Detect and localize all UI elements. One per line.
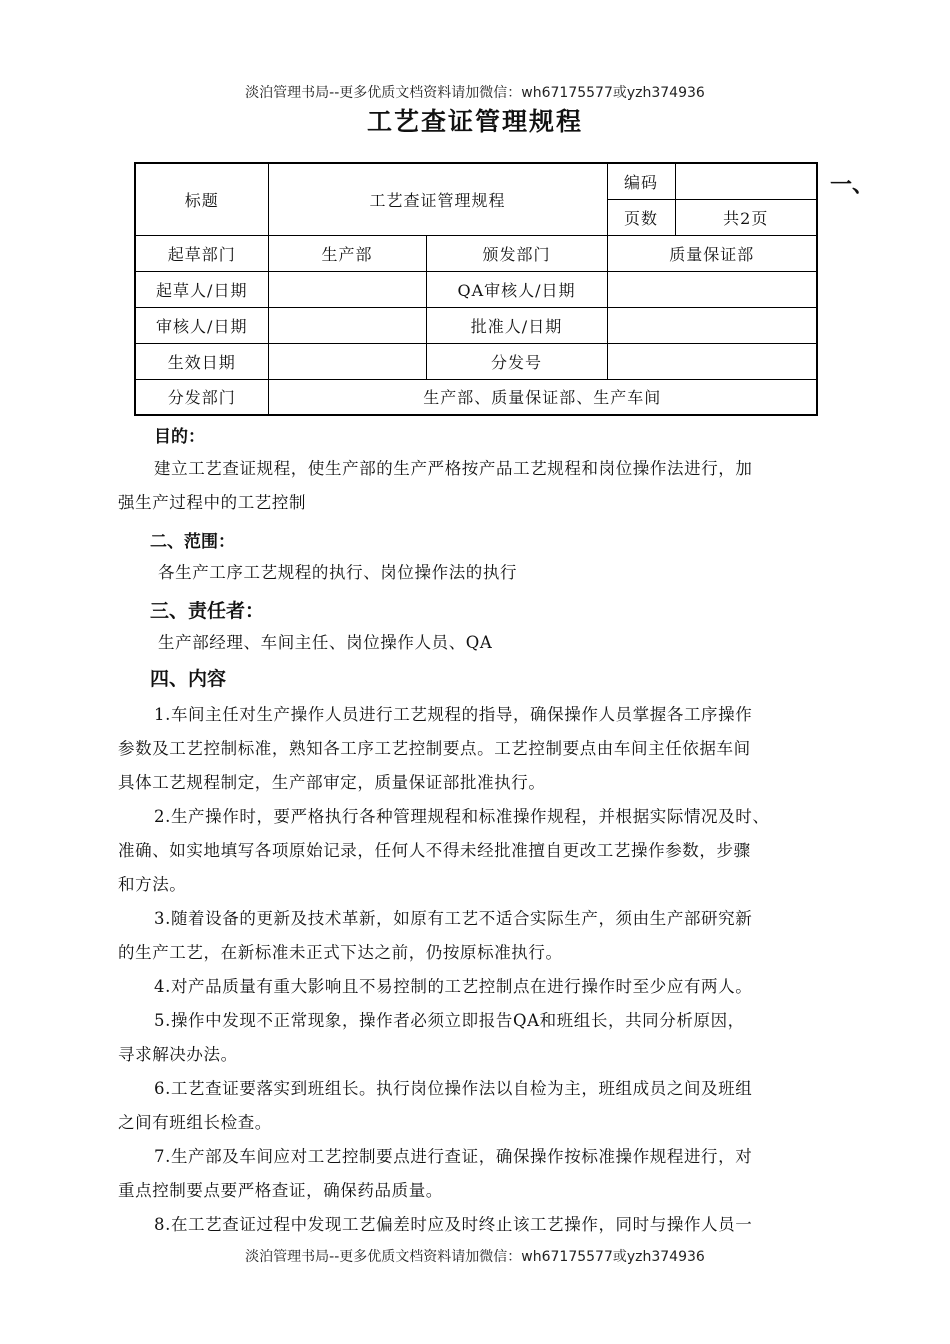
distribution-no-label-cell: 分发号 <box>426 343 607 379</box>
item-line: 1.车间主任对生产操作人员进行工艺规程的指导，确保操作人员掌握各工序操作 <box>154 705 753 724</box>
reviewer-label-cell: 审核人/日期 <box>135 307 268 343</box>
document-info-table <box>134 162 818 416</box>
title-value-cell: 工艺查证管理规程 <box>268 163 607 235</box>
issue-dept-label-cell: 颁发部门 <box>426 235 607 271</box>
draft-dept-label-cell: 起草部门 <box>135 235 268 271</box>
distribution-dept-value-cell: 生产部、质量保证部、生产车间 <box>268 379 817 415</box>
item-line: 具体工艺规程制定，生产部审定，质量保证部批准执行。 <box>118 773 546 792</box>
scope-heading: 二、范围： <box>150 532 235 552</box>
footer-watermark-note: 淡泊管理书局--更多优质文档资料请加微信：wh67175577或yzh374936 <box>245 1249 705 1265</box>
distribution-dept-label-cell: 分发部门 <box>135 379 268 415</box>
pages-label-cell: 页数 <box>607 199 675 235</box>
content-item-8 <box>118 1208 836 1242</box>
content-item-7 <box>118 1140 836 1208</box>
item-line: 参数及工艺控制标准，熟知各工序工艺控制要点。工艺控制要点由车间主任依据车间 <box>118 739 751 758</box>
purpose-heading: 目的： <box>154 427 205 447</box>
item-line: 的生产工艺，在新标准未正式下达之前，仍按原标准执行。 <box>118 943 563 962</box>
item-line: 4.对产品质量有重大影响且不易控制的工艺控制点在进行操作时至少应有两人。 <box>154 977 753 996</box>
content-items <box>118 698 836 1242</box>
content-heading: 四、内容 <box>150 668 227 690</box>
content-item-2 <box>118 800 836 902</box>
document-title: 工艺查证管理规程 <box>366 107 583 136</box>
scope-paragraph <box>118 556 836 590</box>
effective-date-label-cell: 生效日期 <box>135 343 268 379</box>
item-line: 2.生产操作时，要严格执行各种管理规程和标准操作规程，并根据实际情况及时、 <box>154 807 770 826</box>
code-label-cell: 编码 <box>607 163 675 199</box>
item-line: 和方法。 <box>118 875 187 894</box>
scope-line: 各生产工序工艺规程的执行、岗位操作法的执行 <box>158 563 518 582</box>
responsibility-paragraph <box>118 626 836 660</box>
drafter-label-cell: 起草人/日期 <box>135 271 268 307</box>
purpose-line: 建立工艺查证规程，使生产部的生产严格按产品工艺规程和岗位操作法进行，加 <box>154 459 753 478</box>
content-item-3 <box>118 902 836 970</box>
header-watermark-note: 淡泊管理书局--更多优质文档资料请加微信：wh67175577或yzh374936 <box>245 85 705 101</box>
item-line: 之间有班组长检查。 <box>118 1113 272 1132</box>
qa-value-cell <box>607 271 817 307</box>
title-label-cell: 标题 <box>135 163 268 235</box>
drafter-value-cell <box>268 271 426 307</box>
item-line: 重点控制要点要严格查证，确保药品质量。 <box>118 1181 443 1200</box>
effective-date-value-cell <box>268 343 426 379</box>
pages-value-cell: 共2页 <box>675 199 817 235</box>
qa-label-cell: QA审核人/日期 <box>426 271 607 307</box>
content-item-4 <box>118 970 836 1004</box>
item-line: 准确、如实地填写各项原始记录，任何人不得未经批准擅自更改工艺操作参数，步骤 <box>118 841 751 860</box>
section-one-number: 一、 <box>830 173 875 198</box>
approver-value-cell <box>607 307 817 343</box>
purpose-line: 强生产过程中的工艺控制 <box>118 493 307 512</box>
content-item-5 <box>118 1004 836 1072</box>
content-item-6 <box>118 1072 836 1140</box>
reviewer-value-cell <box>268 307 426 343</box>
item-line: 5.操作中发现不正常现象，操作者必须立即报告QA和班组长，共同分析原因， <box>154 1011 745 1030</box>
purpose-paragraph <box>118 452 836 520</box>
content-item-1 <box>118 698 836 800</box>
item-line: 寻求解决办法。 <box>118 1045 238 1064</box>
responsibility-heading: 三、责任者： <box>150 600 265 622</box>
approver-label-cell: 批准人/日期 <box>426 307 607 343</box>
item-line: 8.在工艺查证过程中发现工艺偏差时应及时终止该工艺操作，同时与操作人员一 <box>154 1215 753 1234</box>
item-line: 7.生产部及车间应对工艺控制要点进行查证，确保操作按标准操作规程进行，对 <box>154 1147 753 1166</box>
item-line: 6.工艺查证要落实到班组长。执行岗位操作法以自检为主，班组成员之间及班组 <box>154 1079 753 1098</box>
distribution-no-value-cell <box>607 343 817 379</box>
responsibility-line: 生产部经理、车间主任、岗位操作人员、QA <box>158 633 493 652</box>
code-value-cell <box>675 163 817 199</box>
issue-dept-value-cell: 质量保证部 <box>607 235 817 271</box>
item-line: 3.随着设备的更新及技术革新，如原有工艺不适合实际生产，须由生产部研究新 <box>154 909 753 928</box>
draft-dept-value-cell: 生产部 <box>268 235 426 271</box>
